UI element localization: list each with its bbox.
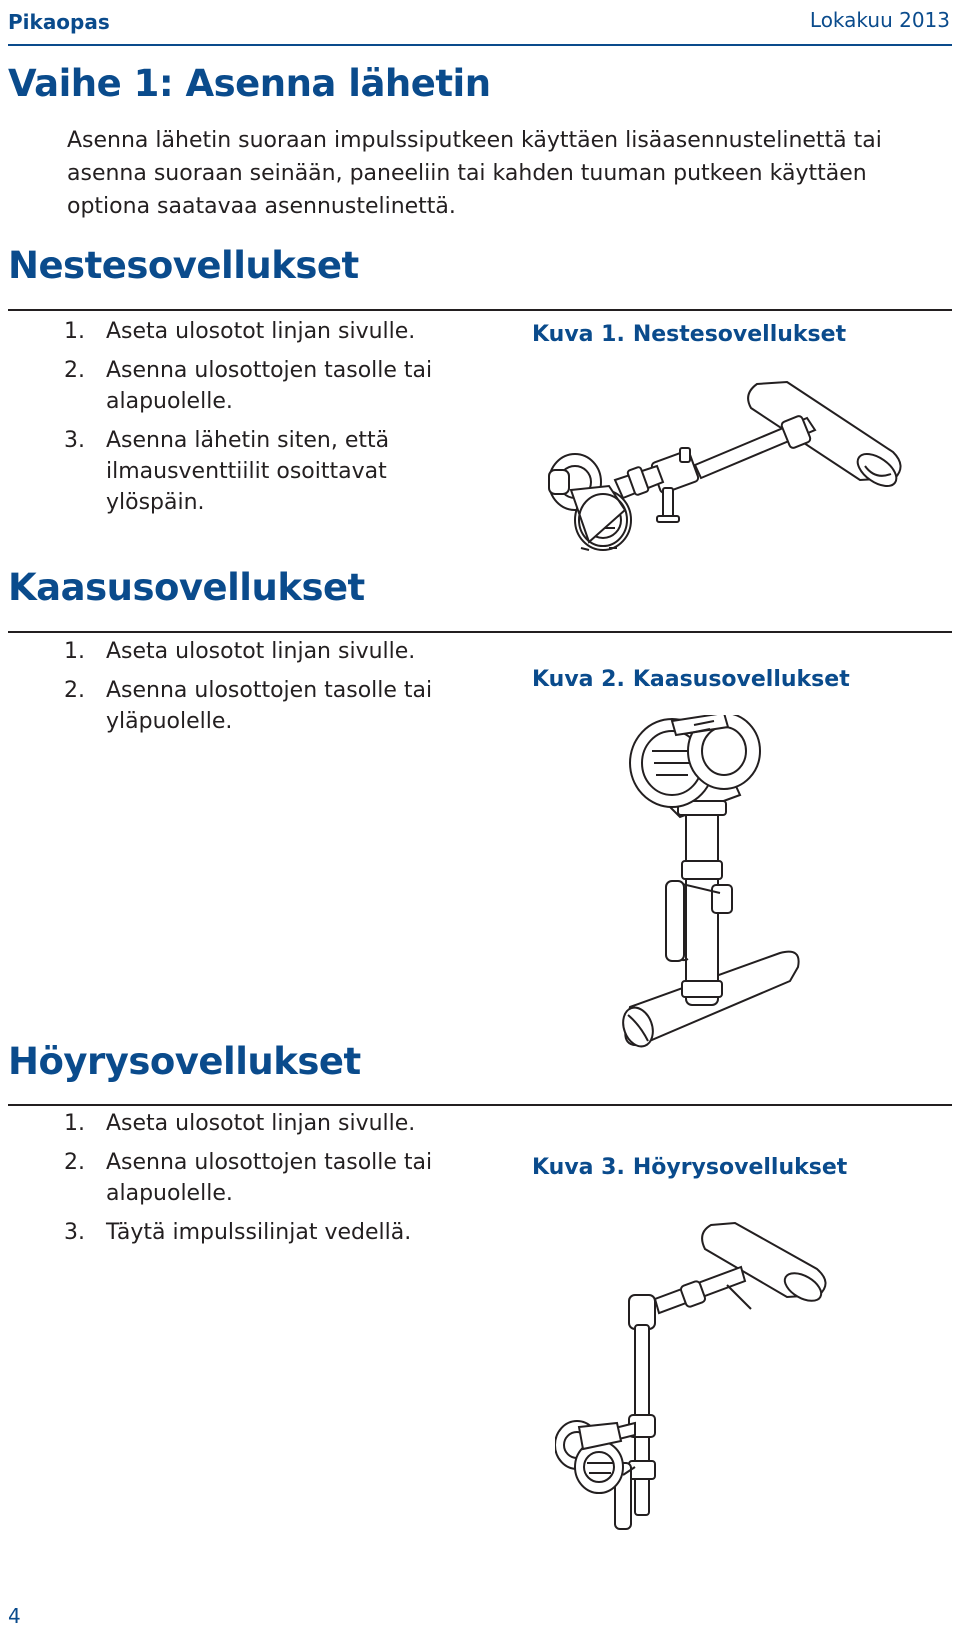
- step-text: Asenna ulosottojen tasolle tai yläpuolelle.: [106, 678, 433, 734]
- list-item: [64, 1217, 464, 1248]
- step-text: Asenna ulosottojen tasolle tai alapuolelle.: [106, 1150, 433, 1206]
- list-item: [64, 1147, 464, 1209]
- figure-label: Kuva 3.: [532, 1155, 625, 1180]
- figure-caption: [532, 322, 846, 347]
- figure-title: Nestesovellukset: [632, 322, 847, 347]
- step-text: Täytä impulssilinjat vedellä.: [106, 1220, 412, 1245]
- gas-installation-illustration: [620, 715, 820, 1065]
- figure-caption: [532, 667, 850, 692]
- page-number: 4: [8, 1604, 21, 1628]
- section-title: Kaasusovellukset: [8, 566, 365, 609]
- header-guide-label: Pikaopas: [8, 10, 110, 34]
- page-title: Vaihe 1: Asenna lähetin: [8, 62, 491, 105]
- figure-label: Kuva 2.: [532, 667, 625, 692]
- step-number: 3.: [64, 428, 85, 453]
- step-text: Asenna lähetin siten, että ilmausventtiilit osoittavat ylöspäin.: [106, 428, 390, 515]
- list-item: [64, 1108, 464, 1139]
- step-number: 3.: [64, 1220, 85, 1245]
- list-item: [64, 425, 464, 518]
- figure-caption: [532, 1155, 847, 1180]
- step-number: 1.: [64, 639, 85, 664]
- section-divider: [8, 309, 952, 311]
- header-date: Lokakuu 2013: [809, 8, 950, 32]
- step-list: [64, 636, 464, 745]
- step-number: 2.: [64, 1150, 85, 1175]
- step-text: Asenna ulosottojen tasolle tai alapuolelle.: [106, 358, 433, 414]
- section-title: Höyrysovellukset: [8, 1040, 361, 1083]
- step-number: 1.: [64, 1111, 85, 1136]
- step-number: 2.: [64, 678, 85, 703]
- figure-title: Kaasusovellukset: [632, 667, 850, 692]
- header-divider: [8, 44, 952, 46]
- step-number: 2.: [64, 358, 85, 383]
- step-list: [64, 316, 464, 526]
- figure-title: Höyrysovellukset: [632, 1155, 848, 1180]
- steam-installation-illustration: [555, 1205, 855, 1535]
- step-number: 1.: [64, 319, 85, 344]
- list-item: [64, 355, 464, 417]
- section-divider: [8, 1104, 952, 1106]
- list-item: [64, 636, 464, 667]
- step-list: [64, 1108, 464, 1256]
- liquid-installation-illustration: [545, 370, 915, 580]
- step-text: Aseta ulosotot linjan sivulle.: [106, 639, 416, 664]
- section-title: Nestesovellukset: [8, 244, 359, 287]
- figure-label: Kuva 1.: [532, 322, 625, 347]
- list-item: [64, 316, 464, 347]
- list-item: [64, 675, 464, 737]
- intro-paragraph: Asenna lähetin suoraan impulssiputkeen käyttäen lisäasennustelinettä tai asenna suoraan seinään, paneeliin tai kahden tuuman putkeen käyttäen optiona saatavaa asennustelinettä.: [67, 128, 882, 219]
- step-text: Aseta ulosotot linjan sivulle.: [106, 1111, 416, 1136]
- step-text: Aseta ulosotot linjan sivulle.: [106, 319, 416, 344]
- section-divider: [8, 631, 952, 633]
